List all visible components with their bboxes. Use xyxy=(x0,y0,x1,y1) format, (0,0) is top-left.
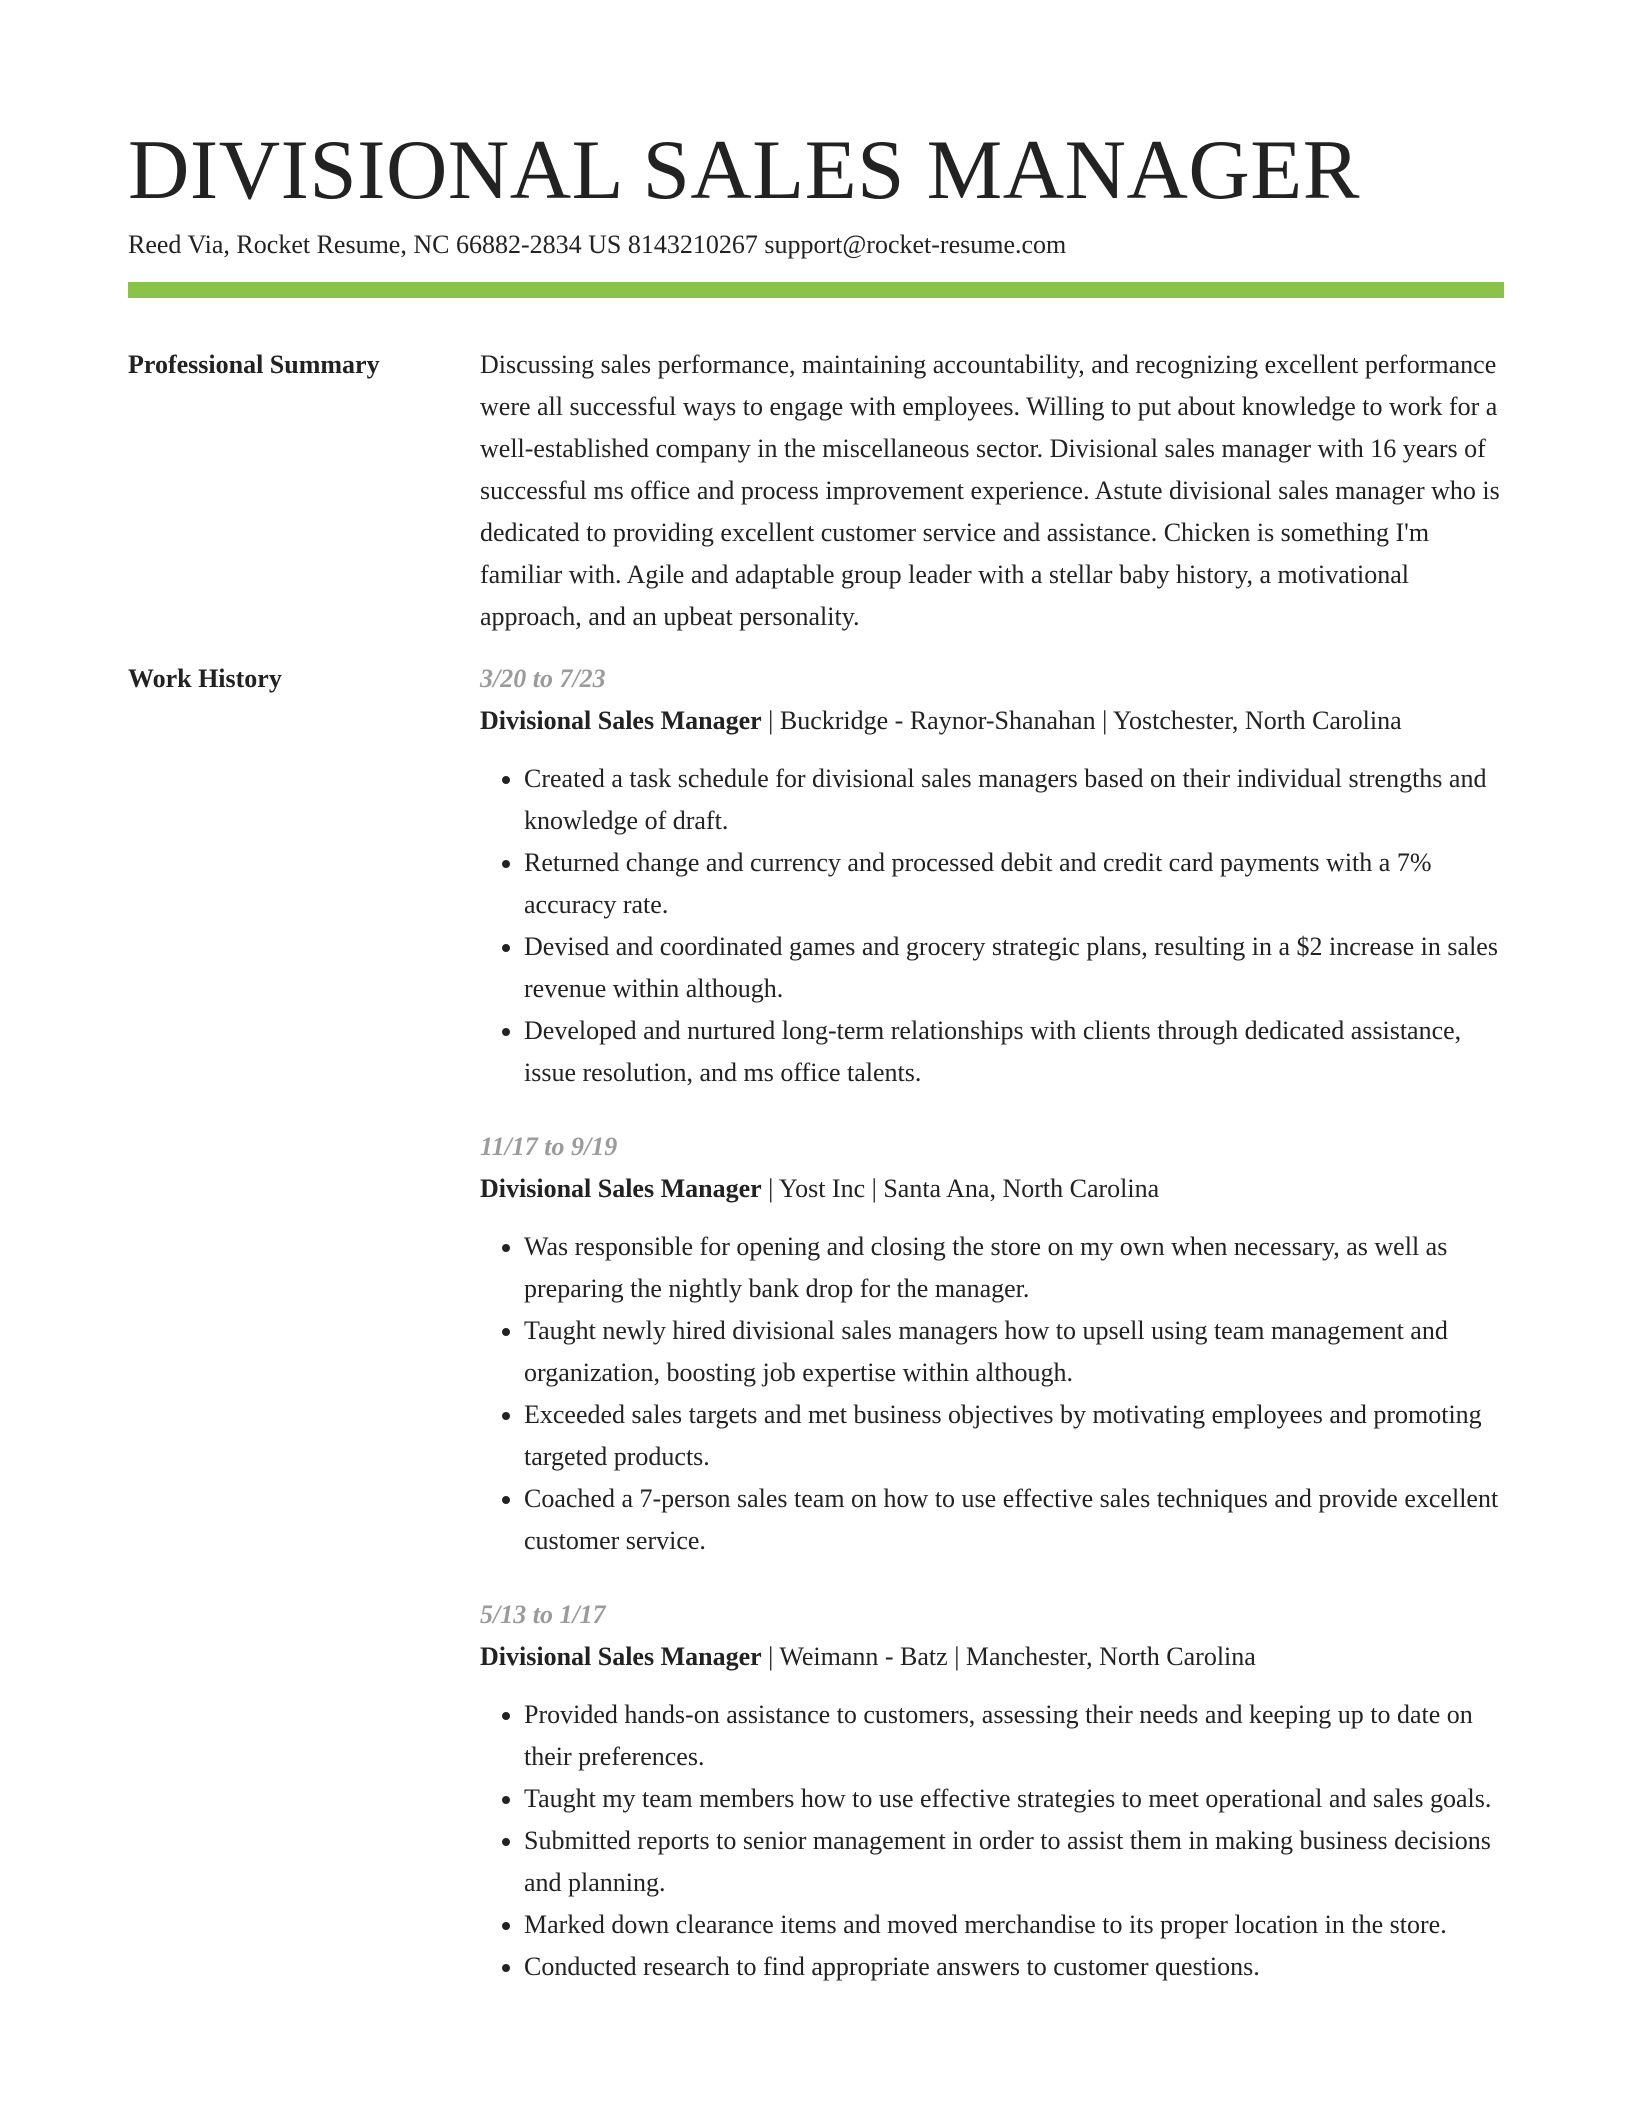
job-company-location: | Weimann - Batz | Manchester, North Carolina xyxy=(761,1642,1256,1671)
section-heading: Professional Summary xyxy=(128,350,380,379)
job-company-location: | Buckridge - Raynor-Shanahan | Yostchester, North Carolina xyxy=(761,706,1402,735)
job-dates: 11/17 to 9/19 xyxy=(480,1132,618,1161)
contact-line: Reed Via, Rocket Resume, NC 66882-2834 US 8143210267 support@rocket-resume.com xyxy=(128,230,1067,259)
job-bullet: • Developed and nurtured long-term relationships with clients through dedicated assistance, issue resolution, and ms office talents. xyxy=(524,1010,1504,1094)
job-bullet: • Marked down clearance items and moved merchandise to its proper location in the store. xyxy=(524,1904,1504,1946)
job-bullet: • Taught my team members how to use effective strategies to meet operational and sales goals. xyxy=(524,1778,1504,1820)
jobs-list xyxy=(480,658,1504,2020)
work-history-section xyxy=(128,658,1504,2020)
job-bullet: • Created a task schedule for divisional sales managers based on their individual strengths and knowledge of draft. xyxy=(524,758,1504,842)
resume-page xyxy=(128,0,1504,2020)
job-bullet-list xyxy=(480,1226,1504,1562)
job-bullet: • Was responsible for opening and closing the store on my own when necessary, as well as preparing the nightly bank drop for the manager. xyxy=(524,1226,1504,1310)
job-bullet: • Provided hands-on assistance to customers, assessing their needs and keeping up to date on their preferences. xyxy=(524,1694,1504,1778)
job-entry xyxy=(480,1126,1504,1562)
job-header xyxy=(480,1636,1504,1678)
resume-title: DIVISIONAL SALES MANAGER xyxy=(128,123,1360,217)
job-bullet: • Conducted research to find appropriate answers to customer questions. xyxy=(524,1946,1504,1988)
job-entry xyxy=(480,1594,1504,1988)
job-bullet-list xyxy=(480,758,1504,1094)
job-bullet-list xyxy=(480,1694,1504,1988)
section-body xyxy=(480,344,1504,638)
job-company-location: | Yost Inc | Santa Ana, North Carolina xyxy=(761,1174,1160,1203)
job-bullet: • Taught newly hired divisional sales managers how to upsell using team management and organization, boosting job expertise within although. xyxy=(524,1310,1504,1394)
section-heading: Work History xyxy=(128,664,282,693)
accent-divider xyxy=(128,282,1504,298)
job-title: Divisional Sales Manager xyxy=(480,1642,762,1671)
summary-text: Discussing sales performance, maintaining accountability, and recognizing excellent performance were all successful ways to engage with employees. Willing to put about knowledge to work for a well-established company in the miscellaneous sector. Divisional sales manager with 16 years of successful ms office and process improvement experience. Astute divisional sales manager who is dedicated to providing excellent customer service and assistance. Chicken is something I'm familiar with. Agile and adaptable group leader with a stellar baby history, a motivational approach, and an upbeat personality. xyxy=(480,350,1500,631)
job-bullet: • Devised and coordinated games and grocery strategic plans, resulting in a $2 increase in sales revenue within although. xyxy=(524,926,1504,1010)
professional-summary-section xyxy=(128,344,1504,638)
job-dates: 3/20 to 7/23 xyxy=(480,664,606,693)
job-title: Divisional Sales Manager xyxy=(480,706,762,735)
job-bullet: • Coached a 7-person sales team on how to use effective sales techniques and provide excellent customer service. xyxy=(524,1478,1504,1562)
job-bullet: • Submitted reports to senior management in order to assist them in making business decisions and planning. xyxy=(524,1820,1504,1904)
job-entry xyxy=(480,658,1504,1094)
job-header xyxy=(480,1168,1504,1210)
job-title: Divisional Sales Manager xyxy=(480,1174,762,1203)
job-header xyxy=(480,700,1504,742)
job-bullet: • Returned change and currency and processed debit and credit card payments with a 7% accuracy rate. xyxy=(524,842,1504,926)
job-bullet: • Exceeded sales targets and met business objectives by motivating employees and promoting targeted products. xyxy=(524,1394,1504,1478)
job-dates: 5/13 to 1/17 xyxy=(480,1600,606,1629)
